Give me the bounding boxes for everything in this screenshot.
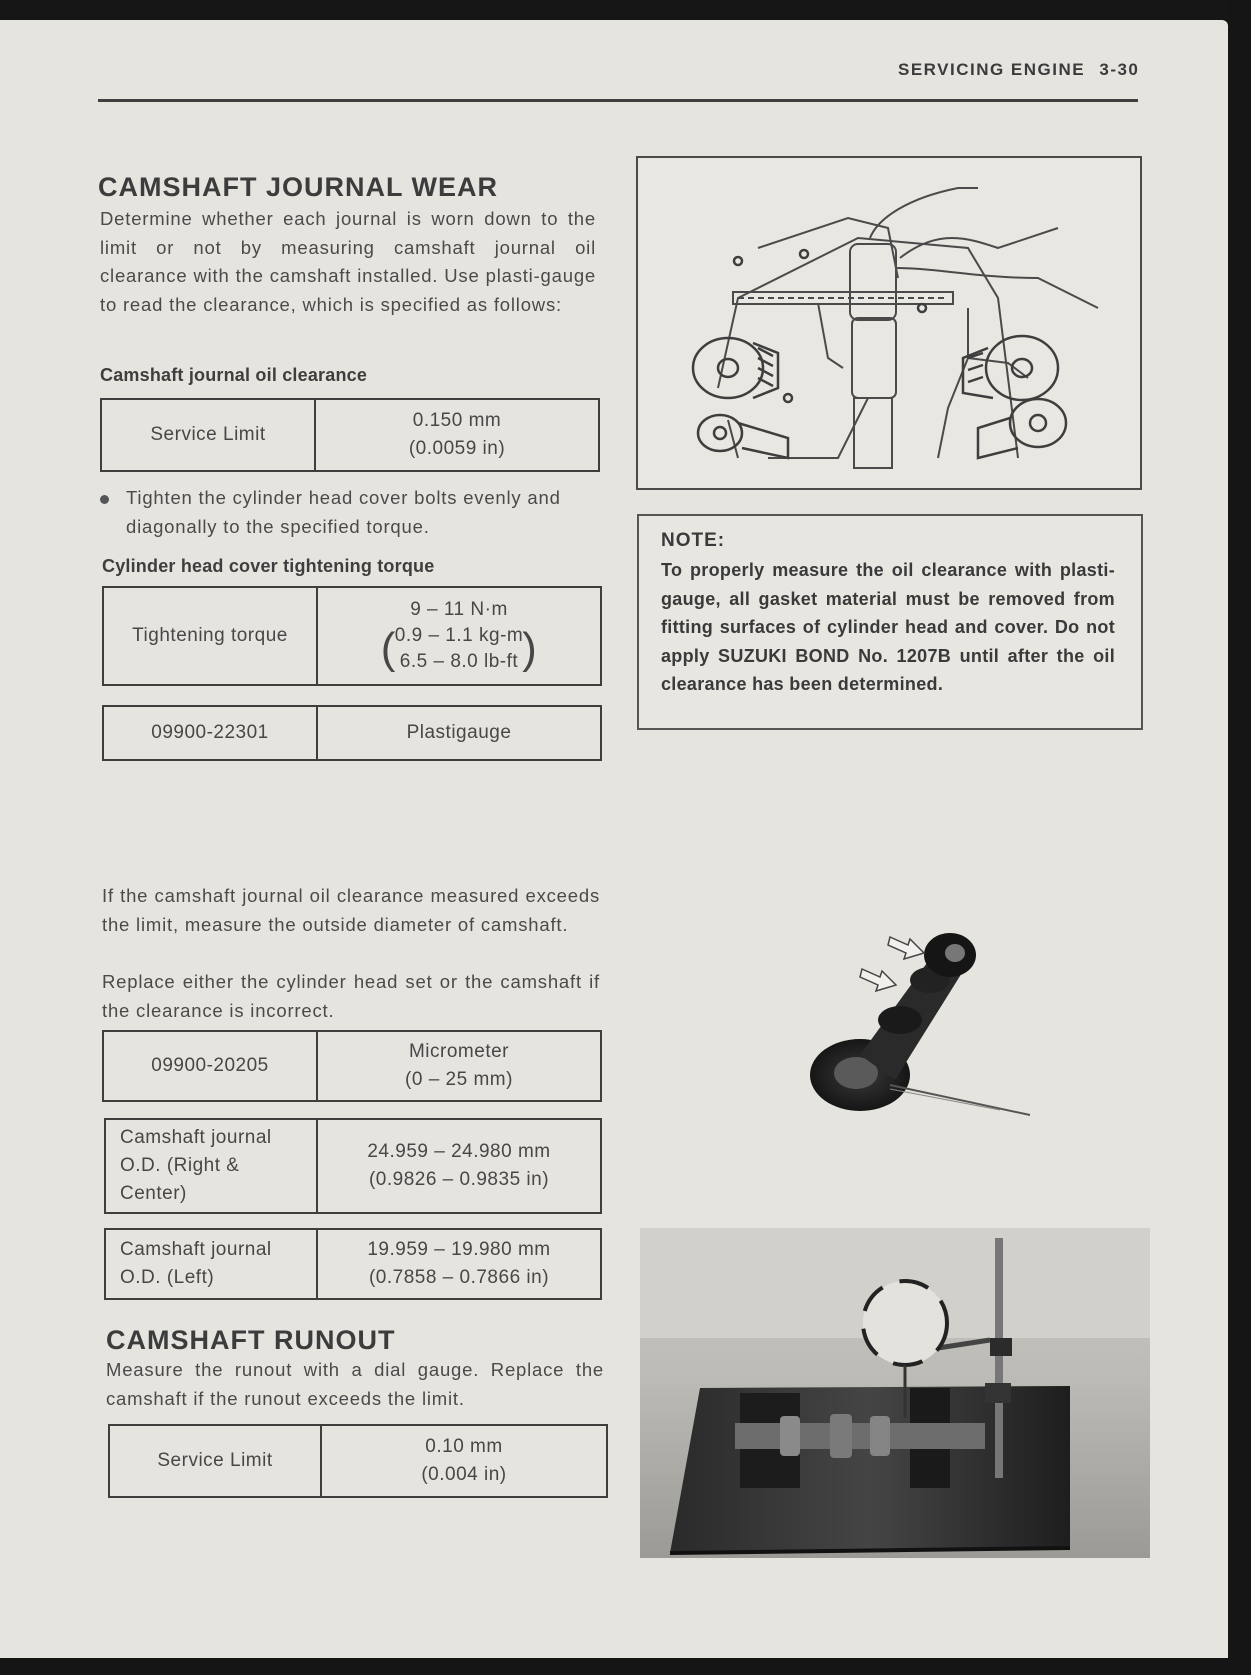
scan-right-border bbox=[1228, 0, 1251, 1675]
torque-label: Tightening torque bbox=[103, 587, 317, 685]
torque-value-nm: 9 – 11 N·m bbox=[410, 599, 508, 620]
runout-paragraph: Measure the runout with a dial gauge. Replace the camshaft if the runout exceeds the limit. bbox=[106, 1359, 604, 1409]
section-title-runout: CAMSHAFT RUNOUT bbox=[106, 1325, 396, 1355]
torque-value-lbft: 6.5 – 8.0 lb-ft bbox=[399, 651, 519, 672]
od-left-label-2: O.D. (Left) bbox=[120, 1267, 215, 1288]
torque-value-kgm: 0.9 – 1.1 kg-m bbox=[394, 625, 524, 646]
od-right-center-table bbox=[104, 1118, 602, 1214]
od-left-table bbox=[104, 1228, 602, 1300]
dial-gauge-photo-graphic bbox=[640, 1228, 1150, 1558]
runout-service-limit-label: Service Limit bbox=[109, 1425, 321, 1497]
od-left-label-1: Camshaft journal bbox=[120, 1239, 272, 1260]
note-text: To properly measure the oil clearance with plasti-gauge, all gasket material must be removed from fitting surfaces of cylinder head and cover. Do not apply SUZUKI BOND No. 1207B until after the oil clearance has been determined. bbox=[661, 560, 1115, 694]
scan-bottom-border bbox=[0, 1658, 1251, 1675]
runout-dial-gauge-photo bbox=[640, 1228, 1150, 1558]
od-right-value-in: (0.9826 – 0.9835 in) bbox=[368, 1169, 550, 1190]
runout-limit-in: (0.004 in) bbox=[421, 1464, 507, 1485]
plastigauge-illustration-figure bbox=[636, 156, 1142, 490]
header-rule bbox=[98, 99, 1138, 102]
camshaft-micrometer-photo bbox=[800, 905, 1060, 1135]
journal-wear-paragraph: Determine whether each journal is worn down to the limit or not by measuring camshaft journal oil clearance with the camshaft installed. Use plasti-gauge to read the clearance, which is specified as follows: bbox=[100, 208, 596, 315]
section-title-journal-wear: CAMSHAFT JOURNAL WEAR bbox=[98, 172, 498, 202]
camshaft-photo-graphic bbox=[800, 905, 1060, 1135]
torque-caption: Cylinder head cover tightening torque bbox=[102, 556, 435, 576]
clearance-caption: Camshaft journal oil clearance bbox=[100, 365, 368, 385]
header-section-title: SERVICING ENGINE bbox=[898, 60, 1086, 79]
note-box bbox=[637, 514, 1143, 730]
note-title: NOTE: bbox=[661, 530, 726, 551]
cylinder-head-illustration bbox=[638, 158, 1140, 488]
od-right-label-2: O.D. (Right & bbox=[120, 1155, 240, 1176]
page-header bbox=[898, 60, 1139, 80]
od-right-label-3: Center) bbox=[120, 1183, 187, 1204]
bullet-text: Tighten the cylinder head cover bolts evenly and diagonally to the specified torque. bbox=[126, 487, 561, 537]
micrometer-part-number: 09900-20205 bbox=[103, 1031, 317, 1101]
tool-part-number: 09900-22301 bbox=[103, 706, 317, 760]
od-right-label-1: Camshaft journal bbox=[120, 1127, 272, 1148]
od-right-value-mm: 24.959 – 24.980 mm bbox=[367, 1141, 551, 1162]
od-check-paragraph-2: Replace either the cylinder head set or the camshaft if the clearance is incorrect. bbox=[102, 971, 600, 1021]
od-left-value-mm: 19.959 – 19.980 mm bbox=[367, 1239, 551, 1260]
tool-name: Plastigauge bbox=[317, 706, 601, 760]
service-limit-value-mm: 0.150 mm bbox=[412, 410, 502, 431]
plastigauge-tool-table bbox=[102, 705, 602, 761]
left-paren-icon: ( bbox=[380, 624, 396, 673]
scan-top-border bbox=[0, 0, 1251, 22]
service-limit-label: Service Limit bbox=[101, 399, 315, 471]
header-page-number: 3-30 bbox=[1099, 60, 1140, 79]
micrometer-name: Micrometer bbox=[408, 1041, 509, 1062]
bullet-icon bbox=[100, 495, 109, 504]
service-limit-table bbox=[100, 398, 600, 472]
torque-table bbox=[102, 586, 602, 686]
od-left-value-in: (0.7858 – 0.7866 in) bbox=[368, 1267, 550, 1288]
micrometer-tool-table bbox=[102, 1030, 602, 1102]
micrometer-range: (0 – 25 mm) bbox=[405, 1069, 513, 1090]
runout-limit-mm: 0.10 mm bbox=[425, 1436, 503, 1457]
right-paren-icon: ) bbox=[522, 624, 538, 673]
runout-service-limit-table bbox=[108, 1424, 608, 1498]
service-limit-value-in: (0.0059 in) bbox=[408, 438, 506, 459]
od-check-paragraph-1: If the camshaft journal oil clearance measured exceeds the limit, measure the outside diameter of camshaft. bbox=[102, 885, 600, 935]
